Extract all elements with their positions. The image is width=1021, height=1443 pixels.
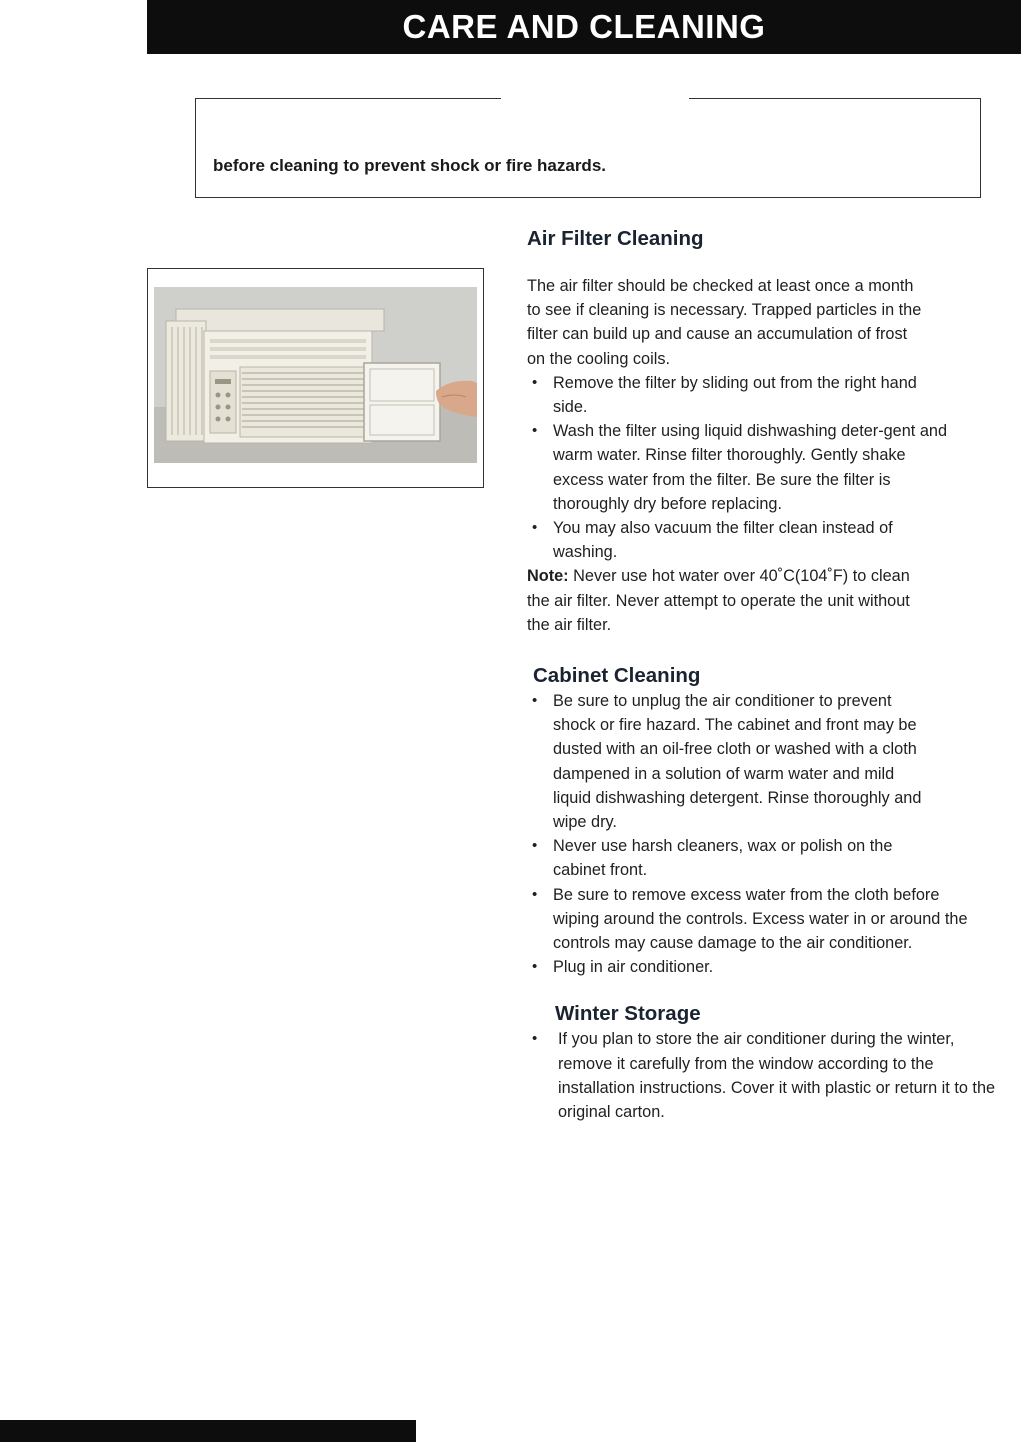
winter-list [527, 1027, 1001, 1124]
list-item: • Be sure to remove excess water from the cloth before wiping around the controls. Excess water in or around the controls may cause damage to the air conditioner. [532, 885, 968, 953]
note-label: Note: [527, 567, 569, 586]
cabinet-heading: Cabinet Cleaning [533, 664, 701, 688]
warning-box [195, 98, 981, 198]
warning-text: before cleaning to prevent shock or fire hazards. [213, 156, 606, 175]
list-item: • Never use harsh cleaners, wax or polish on the cabinet front. [532, 837, 893, 880]
air-filter-note [527, 564, 917, 637]
air-filter-intro: The air filter should be checked at least once a month to see if cleaning is necessary. Trapped particles in the filter can build up and cause an accumulation of frost on the cooling coils. [527, 277, 922, 368]
page-header [147, 0, 1021, 54]
filter-removal-photo [147, 268, 484, 488]
air-filter-heading: Air Filter Cleaning [527, 227, 704, 250]
winter-heading: Winter Storage [555, 1002, 701, 1026]
list-item: • Plug in air conditioner. [532, 958, 714, 977]
air-conditioner-illustration [154, 287, 477, 463]
list-item: • Remove the filter by sliding out from the right hand side. [532, 373, 917, 417]
list-item: • If you plan to store the air conditioner during the winter, remove it carefully from the window according to the installation instructions. Cover it with plastic or return it to the original carton. [532, 1030, 996, 1122]
page-title: CARE AND CLEANING [402, 8, 766, 45]
list-item: • You may also vacuum the filter clean instead of washing. [532, 519, 893, 562]
warning-label-gap [501, 96, 689, 102]
footer-bar [0, 1420, 416, 1442]
cabinet-list [527, 689, 987, 979]
care-content [527, 226, 1007, 1124]
note-text: Never use hot water over 40˚C(104˚F) to clean the air filter. Never attempt to operate the unit without the air filter. [527, 567, 910, 634]
list-item: • Be sure to unplug the air conditioner to prevent shock or fire hazard. The cabinet and front may be dusted with an oil-free cloth or washed with a cloth dampened in a solution of warm water and mild liquid dishwashing detergent. Rinse thoroughly and wipe dry. [532, 692, 922, 832]
air-filter-list [527, 371, 947, 565]
list-item: • Wash the filter using liquid dishwashing deter-gent and warm water. Rinse filter thoroughly. Gently shake excess water from the filter. Be sure the filter is thoroughly dry before replacing. [532, 422, 947, 513]
